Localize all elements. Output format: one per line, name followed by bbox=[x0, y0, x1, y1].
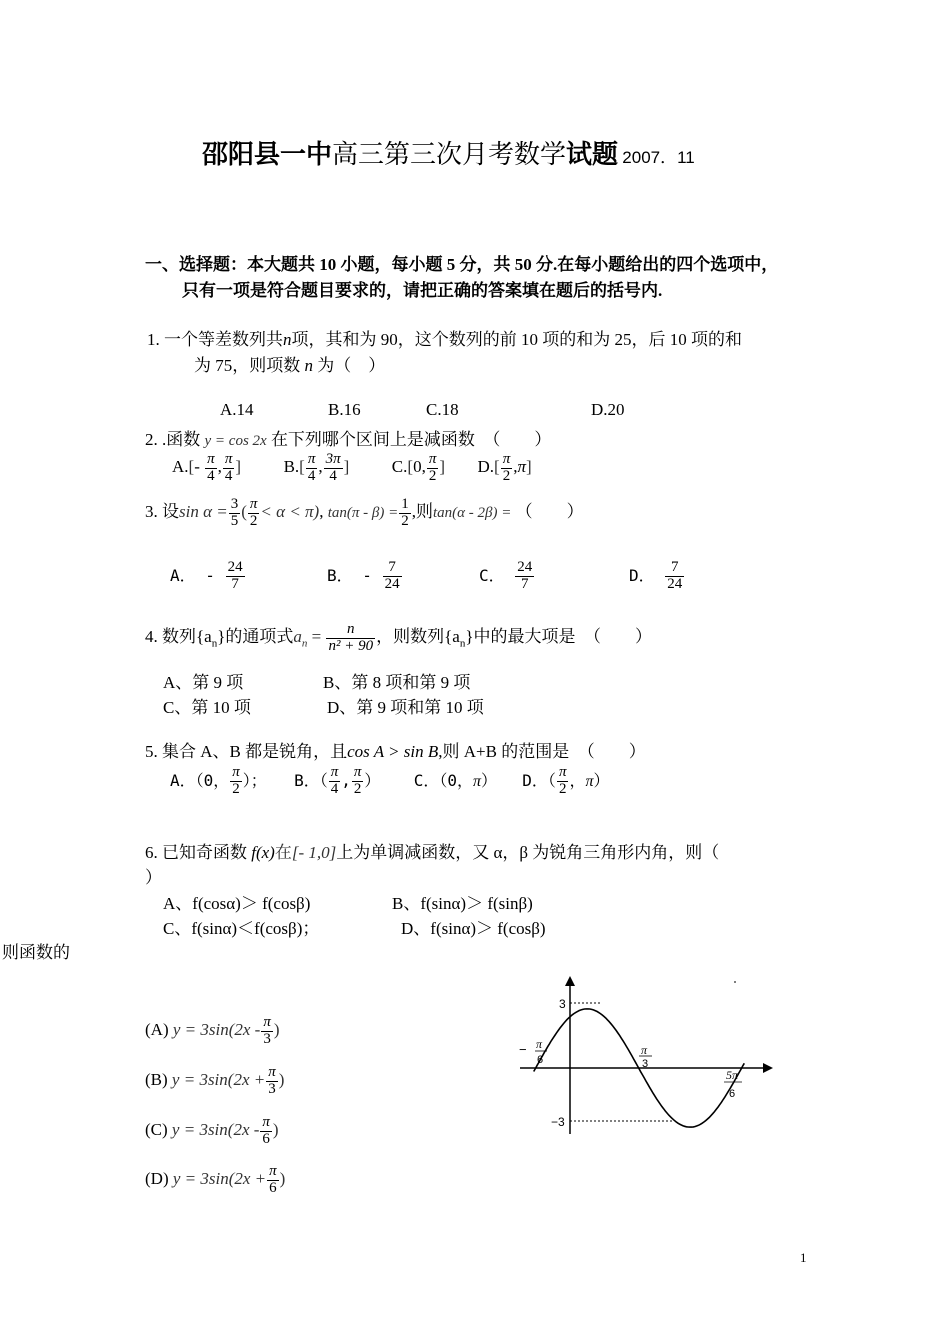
label-x-left-sign: − bbox=[519, 1042, 527, 1057]
q3-frac3-den: 2 bbox=[401, 512, 409, 529]
q7-c-den: 6 bbox=[262, 1130, 270, 1147]
q7-d-num: π bbox=[269, 1163, 277, 1179]
q5-option-b: B．（ $\frac{\pi}{4}$ , $\frac{\pi}{2}$ ） bbox=[294, 764, 381, 797]
q5-option-a bbox=[170, 764, 267, 797]
q5-c-end: ） bbox=[481, 770, 498, 790]
q5-c-pi: π bbox=[472, 772, 481, 790]
q7-option-c: (C) y = 3sin(2x - $\frac{\pi}{6}$ ) bbox=[145, 1114, 279, 1147]
q3-option-d bbox=[629, 560, 685, 593]
y-axis-arrow bbox=[565, 976, 575, 986]
q5-options bbox=[170, 765, 610, 798]
q2-options bbox=[172, 452, 532, 485]
q7-b-num: π bbox=[268, 1064, 276, 1080]
q2-c-num: π bbox=[428, 451, 437, 467]
q3-option-c bbox=[479, 560, 535, 593]
q2-b-num1: π bbox=[307, 451, 316, 467]
q6-option-a: A、f(cosα)＞ f(cosβ) bbox=[163, 894, 311, 913]
q5-d-num: π bbox=[558, 764, 567, 780]
q5-b-num1: π bbox=[330, 764, 339, 780]
q2-option-b-label: B. bbox=[283, 457, 300, 477]
question-1-line1 bbox=[147, 325, 742, 350]
q5-c-text: C．（0， bbox=[413, 770, 473, 790]
q1-option-d: D.20 bbox=[591, 400, 625, 419]
q3-a-label: A． bbox=[170, 565, 196, 585]
q4-an: a bbox=[293, 627, 302, 647]
q7-c-num: π bbox=[262, 1114, 270, 1130]
stray-dot bbox=[734, 981, 736, 983]
label-x-left-num: π bbox=[536, 1037, 543, 1051]
q4-sub3: n bbox=[459, 637, 466, 650]
q2-a-den1: 4 bbox=[207, 467, 215, 484]
q5-d-text: D．（ bbox=[522, 770, 556, 790]
q5-a-text: A．（0， bbox=[170, 770, 230, 790]
q2-d-num: π bbox=[502, 451, 511, 467]
q2-text: 在下列哪个区间上是减函数 （ ） bbox=[270, 430, 552, 449]
q3-frac2-den: 2 bbox=[249, 512, 258, 529]
question-3: 3. 设sin α = $\frac{3}{5}$ ( $\frac{\pi}{2}$ < α < π), tan(π - β) = $\frac{1}{2}$ ,则tan(α - 2β) = （ ） bbox=[145, 496, 584, 529]
q1-option-b: B.16 bbox=[328, 400, 361, 419]
question-7-fragment: 则函数的 bbox=[2, 943, 70, 962]
q2-option-c: C.[0, $\frac{\pi}{2}$ ] bbox=[391, 451, 445, 484]
q1-text2: 项，其和为 90，这个数列的前 10 项的和为 25，后 10 项的和 bbox=[291, 330, 742, 349]
q2-option-d-label: D. bbox=[477, 457, 495, 477]
page-title bbox=[202, 134, 695, 171]
q4-option-d: D、第 9 项和第 10 项 bbox=[327, 698, 484, 717]
question-5 bbox=[145, 737, 646, 762]
q5-b-end: ） bbox=[364, 770, 381, 790]
q2-d-den: 2 bbox=[502, 467, 511, 484]
title-part2: 高三第三次月考数学 bbox=[332, 140, 567, 170]
q3-number: 3. 设 bbox=[145, 502, 179, 522]
q1-text1: 一个等差数列共 bbox=[164, 330, 283, 349]
q7-option-b: (B) y = 3sin(2x + $\frac{\pi}{3}$ ) bbox=[145, 1064, 285, 1097]
q3-a-sign: - bbox=[205, 565, 215, 585]
x-axis-arrow bbox=[763, 1063, 773, 1073]
q4-eq: = bbox=[311, 627, 322, 647]
label-x-mid-num: π bbox=[641, 1043, 648, 1057]
q1-line2b: 为（ ） bbox=[317, 356, 386, 375]
section-heading-line1: 一、选择题：本大题共 10 小题，每小题 5 分，共 50 分.在每小题给出的四个选项中， bbox=[145, 255, 779, 274]
q5-d-pi: π bbox=[585, 772, 594, 790]
q3-d-den: 24 bbox=[667, 575, 683, 592]
q6-interval: [- 1,0] bbox=[291, 843, 337, 862]
q5-d-den: 2 bbox=[558, 780, 567, 797]
q4-sub1: n bbox=[211, 637, 218, 650]
q3-b-sign: - bbox=[362, 565, 372, 585]
question-2 bbox=[145, 425, 551, 450]
q7-option-a: (A) y = 3sin(2x - $\frac{\pi}{3}$ ) bbox=[145, 1014, 280, 1047]
q3-option-a bbox=[170, 560, 246, 593]
q2-option-a-label: A. bbox=[172, 457, 189, 477]
title-date: 2007．11 bbox=[622, 148, 695, 167]
q3-tan-expr: tan(π - β) = bbox=[327, 505, 399, 522]
q4-number: 4. 数列{a bbox=[145, 627, 212, 647]
q2-a-num1: π bbox=[207, 451, 215, 467]
q3-tan-target: tan(α - 2β) = bbox=[432, 505, 512, 522]
q4-option-a: A、第 9 项 bbox=[163, 673, 244, 692]
q3-frac1-num: 3 bbox=[230, 496, 239, 512]
q2-option-c-label: C. bbox=[391, 457, 408, 477]
q2-option-b: B.[ $\frac{\pi}{4}$ , $\frac{3\pi}{4}$ ] bbox=[283, 451, 350, 484]
q5-number: 5. 集合 A、B 都是锐角，且 bbox=[145, 742, 348, 761]
q2-number: 2. .函数 bbox=[145, 430, 201, 449]
q7-b-label: (B) bbox=[145, 1070, 168, 1090]
q5-a-den: 2 bbox=[232, 780, 240, 797]
q6-text: 上为单调减函数，又 α，β 为锐角三角形内角，则（ bbox=[336, 843, 720, 862]
q5-b-den1: 4 bbox=[330, 780, 339, 797]
q4-frac-den: n² + 90 bbox=[328, 637, 374, 654]
q7-a-den: 3 bbox=[263, 1030, 271, 1047]
q7-c-label: (C) bbox=[145, 1120, 168, 1140]
q7-c-expr: y = 3sin(2x - bbox=[171, 1120, 260, 1140]
q2-c-zero: 0 bbox=[413, 457, 422, 477]
q2-d-pi: π bbox=[517, 457, 526, 477]
q4-text2: ，则数列{a bbox=[376, 627, 460, 647]
label-x-left-den: 6 bbox=[537, 1054, 544, 1066]
q7-a-num: π bbox=[263, 1014, 271, 1030]
section-heading-line2: 只有一项是符合题目要求的，请把正确的答案填在题后的括号内. bbox=[182, 281, 663, 300]
q4-option-b: B、第 8 项和第 9 项 bbox=[323, 673, 471, 692]
q7-b-expr: y = 3sin(2x + bbox=[171, 1070, 266, 1090]
q4-sub2: n bbox=[301, 637, 308, 650]
q5-option-c bbox=[414, 771, 497, 790]
label-y-min: −3 bbox=[551, 1115, 565, 1129]
q7-d-label: (D) bbox=[145, 1169, 169, 1189]
q3-b-den: 24 bbox=[384, 575, 400, 592]
q1-number: 1. bbox=[147, 330, 160, 349]
q6-number: 6. 已知奇函数 bbox=[145, 843, 247, 862]
q3-a-den: 7 bbox=[231, 575, 239, 592]
q6-func: f(x) bbox=[251, 843, 275, 862]
q5-option-d bbox=[522, 764, 610, 797]
question-6-line2: ） bbox=[145, 868, 162, 887]
q3-paren: （ ） bbox=[515, 502, 584, 522]
q7-a-label: (A) bbox=[145, 1020, 169, 1040]
q5-b-num2: π bbox=[353, 764, 362, 780]
q6-option-b: B、f(sinα)＞ f(sinβ) bbox=[392, 894, 533, 913]
q6-option-d: D、f(sinα)＞ f(cosβ) bbox=[401, 919, 546, 938]
q2-a-minus: - bbox=[194, 457, 200, 477]
q3-d-label: D． bbox=[629, 565, 655, 585]
q2-c-den: 2 bbox=[428, 467, 437, 484]
label-x-right-num: 5π bbox=[726, 1068, 739, 1082]
q3-sin-alpha: sin α = bbox=[179, 502, 228, 522]
q7-d-expr: y = 3sin(2x + bbox=[172, 1169, 267, 1189]
q3-b-num: 7 bbox=[383, 560, 402, 577]
q4-option-c: C、第 10 项 bbox=[163, 698, 251, 717]
q3-a-num: 24 bbox=[227, 559, 243, 575]
q5-text: ,则 A+B 的范围是 （ ） bbox=[438, 742, 646, 761]
q5-d-end: ） bbox=[593, 770, 610, 790]
q4-text3: }中的最大项是 （ ） bbox=[465, 627, 652, 647]
question-4 bbox=[145, 622, 652, 655]
q3-frac3-num: 1 bbox=[401, 496, 409, 512]
q2-b-num2: 3π bbox=[325, 451, 341, 467]
q5-a-num: π bbox=[232, 764, 240, 780]
question-1-line2 bbox=[194, 351, 385, 376]
q1-option-c: C.18 bbox=[426, 400, 459, 419]
q6-option-c: C、f(sinα)＜f(cosβ)； bbox=[163, 919, 320, 938]
q3-c-den: 7 bbox=[521, 575, 529, 592]
q1-option-a: A.14 bbox=[220, 400, 254, 419]
q2-a-den2: 4 bbox=[224, 467, 233, 484]
label-x-right-den: 6 bbox=[729, 1088, 736, 1100]
q6-in: 在 bbox=[274, 843, 292, 862]
q5-b-text: B．（ bbox=[294, 770, 328, 790]
q5-b-den2: 2 bbox=[353, 780, 362, 797]
q3-then: ,则 bbox=[411, 502, 433, 522]
q7-a-expr: y = 3sin(2x - bbox=[172, 1020, 261, 1040]
q2-b-den1: 4 bbox=[307, 467, 316, 484]
title-part1: 邵阳县一中 bbox=[202, 140, 333, 170]
q1-var-n: n bbox=[283, 330, 292, 349]
q1-var-n-2: n bbox=[304, 356, 313, 375]
q2-a-num2: π bbox=[224, 451, 233, 467]
q5-cond: cos A > sin B bbox=[347, 742, 439, 761]
q5-a-end: ）； bbox=[242, 770, 267, 790]
q7-option-d: (D) y = 3sin(2x + $\frac{\pi}{6}$ ) bbox=[145, 1163, 286, 1196]
title-part3: 试题 bbox=[566, 140, 619, 170]
q4-frac-num: n bbox=[326, 622, 375, 639]
q3-c-label: C． bbox=[479, 565, 505, 585]
label-y-max: 3 bbox=[559, 997, 566, 1011]
q1-line2a: 为 75，则项数 bbox=[194, 356, 301, 375]
q3-cond-open: ( bbox=[241, 502, 247, 522]
q3-b-label: B． bbox=[327, 565, 353, 585]
q3-cond-mid: < α < π) bbox=[260, 502, 320, 522]
q3-option-b bbox=[327, 560, 403, 593]
q5-d-mid: ， bbox=[569, 770, 586, 790]
q2-b-den2: 4 bbox=[329, 467, 337, 484]
q2-option-d: D.[ $\frac{\pi}{2}$ ,π] bbox=[477, 451, 532, 484]
question-6-line1 bbox=[145, 838, 719, 863]
q3-frac1-den: 5 bbox=[230, 512, 239, 529]
q4-text1: }的通项式 bbox=[217, 627, 294, 647]
page-number: 1 bbox=[800, 1250, 807, 1265]
q7-d-den: 6 bbox=[269, 1179, 277, 1196]
q2-option-a: A.[- $\frac{\pi}{4}$ , $\frac{\pi}{4}$ ] bbox=[172, 451, 242, 484]
q3-d-num: 7 bbox=[665, 560, 684, 577]
label-x-mid-den: 3 bbox=[642, 1058, 649, 1070]
q7-b-den: 3 bbox=[268, 1080, 276, 1097]
q2-function: y = cos 2x bbox=[204, 433, 267, 449]
sine-graph bbox=[515, 972, 785, 1137]
q3-frac2-num: π bbox=[249, 496, 258, 512]
q3-c-num: 24 bbox=[517, 559, 533, 575]
